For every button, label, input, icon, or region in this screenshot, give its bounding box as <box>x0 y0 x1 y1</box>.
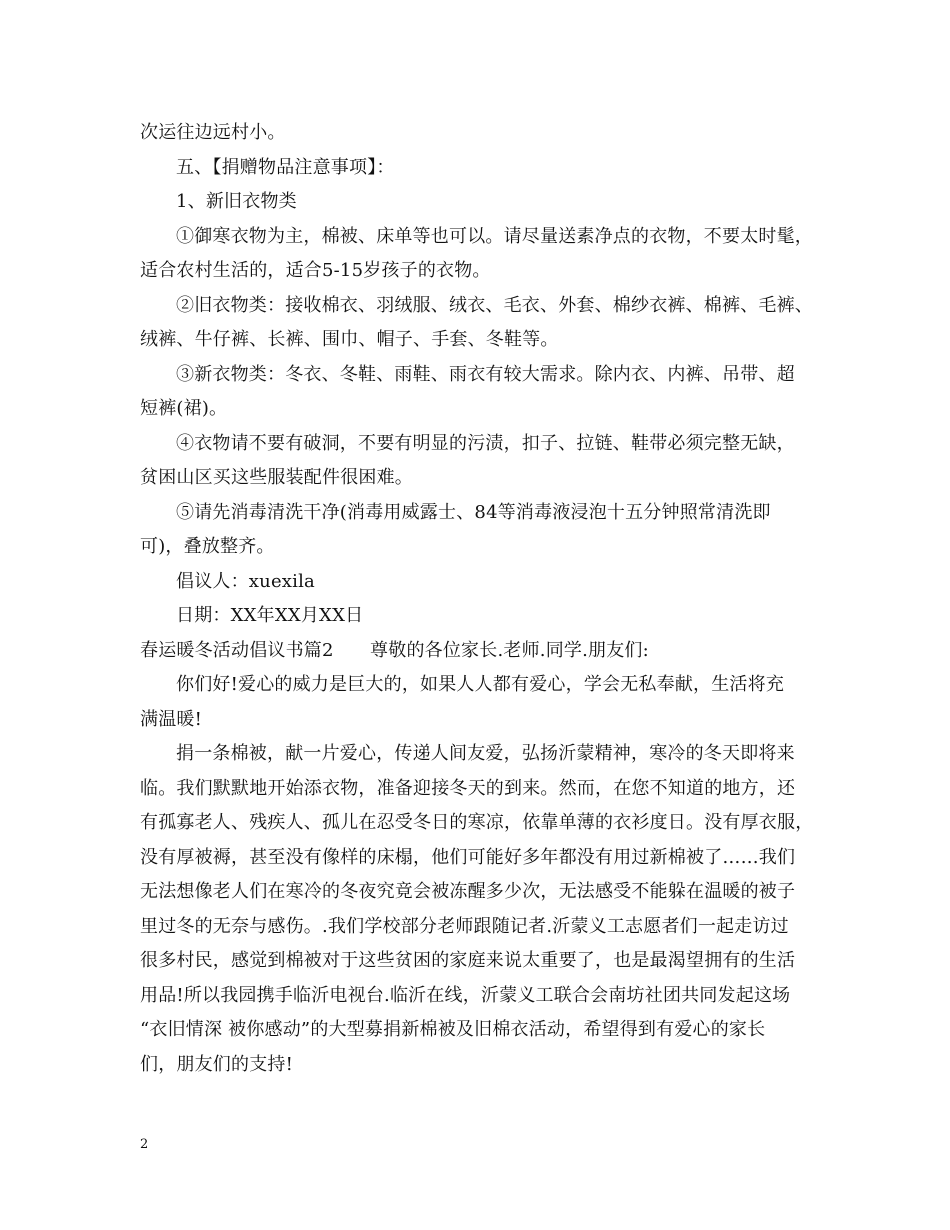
text-line: 日期：XX年XX月XX日 <box>176 605 364 626</box>
document-body <box>140 116 815 1082</box>
text-line: ③新衣物类：冬衣、冬鞋、雨鞋、雨衣有较大需求。除内衣、内裤、吊带、超 <box>176 363 795 385</box>
text-line: ④衣物请不要有破洞，不要有明显的污渍，扣子、拉链、鞋带必须完整无缺， <box>176 432 795 454</box>
text-line: 1、新旧衣物类 <box>176 191 297 212</box>
text-line: 春运暖冬活动倡议书篇2 尊敬的各位家长.老师.同学.朋友们: <box>140 639 649 661</box>
text-line: 临。我们默默地开始添衣物，准备迎接冬天的到来。然而，在您不知道的地方，还 <box>140 777 796 799</box>
text-line: 有孤寡老人、残疾人、孤儿在忍受冬日的寒凉，依靠单薄的衣衫度日。没有厚衣服， <box>140 812 814 833</box>
text-line: “衣旧情深 被你感动”的大型募捐新棉被及旧棉衣活动，希望得到有爱心的家长 <box>140 1019 766 1040</box>
text-line: 可)，叠放整齐。 <box>140 536 275 557</box>
text-line: 你们好!爱心的威力是巨大的，如果人人都有爱心，学会无私奉献，生活将充 <box>176 674 785 695</box>
text-line: ②旧衣物类：接收棉衣、羽绒服、绒衣、毛衣、外套、棉纱衣裤、棉裤、毛裤、 <box>176 294 813 316</box>
text-line: 很多村民，感觉到棉被对于这些贫困的家庭来说太重要了，也是最渴望拥有的生活 <box>140 950 796 971</box>
text-line: 贫困山区买这些服装配件很困难。 <box>140 467 413 488</box>
text-line: 满温暖! <box>140 708 203 730</box>
page-number: 2 <box>140 1137 149 1152</box>
text-line: 适合农村生活的，适合5-15岁孩子的衣物。 <box>140 260 491 281</box>
text-line: 捐一条棉被，献一片爱心，传递人间友爱，弘扬沂蒙精神，寒冷的冬天即将来 <box>176 743 795 764</box>
text-line: 没有厚被褥，甚至没有像样的床榻，他们可能好多年都没有用过新棉被了……我们 <box>140 846 796 868</box>
text-line: ①御寒衣物为主，棉被、床单等也可以。请尽量送素净点的衣物，不要太时髦， <box>176 225 813 247</box>
text-line: 五、【捐赠物品注意事项】： <box>176 156 395 178</box>
text-line: 里过冬的无奈与感伤。.我们学校部分老师跟随记者.沂蒙义工志愿者们一起走访过 <box>140 915 789 937</box>
text-line: 们，朋友们的支持! <box>140 1053 294 1075</box>
text-line: 用品!所以我园携手临沂电视台.临沂在线，沂蒙义工联合会南坊社团共同发起这场 <box>140 984 791 1006</box>
text-line: 无法想像老人们在寒冷的冬夜究竟会被冻醒多少次，无法感受不能躲在温暖的被子 <box>140 881 796 902</box>
text-line: ⑤请先消毒清洗干净(消毒用威露士、84等消毒液浸泡十五分钟照常清洗即 <box>176 501 771 523</box>
text-line: 绒裤、牛仔裤、长裤、围巾、帽子、手套、冬鞋等。 <box>140 329 559 350</box>
text-line: 短裤(裙)。 <box>140 398 228 419</box>
text-line: 倡议人：xuexila <box>176 570 315 592</box>
text-line: 次运往边远村小。 <box>140 122 286 143</box>
